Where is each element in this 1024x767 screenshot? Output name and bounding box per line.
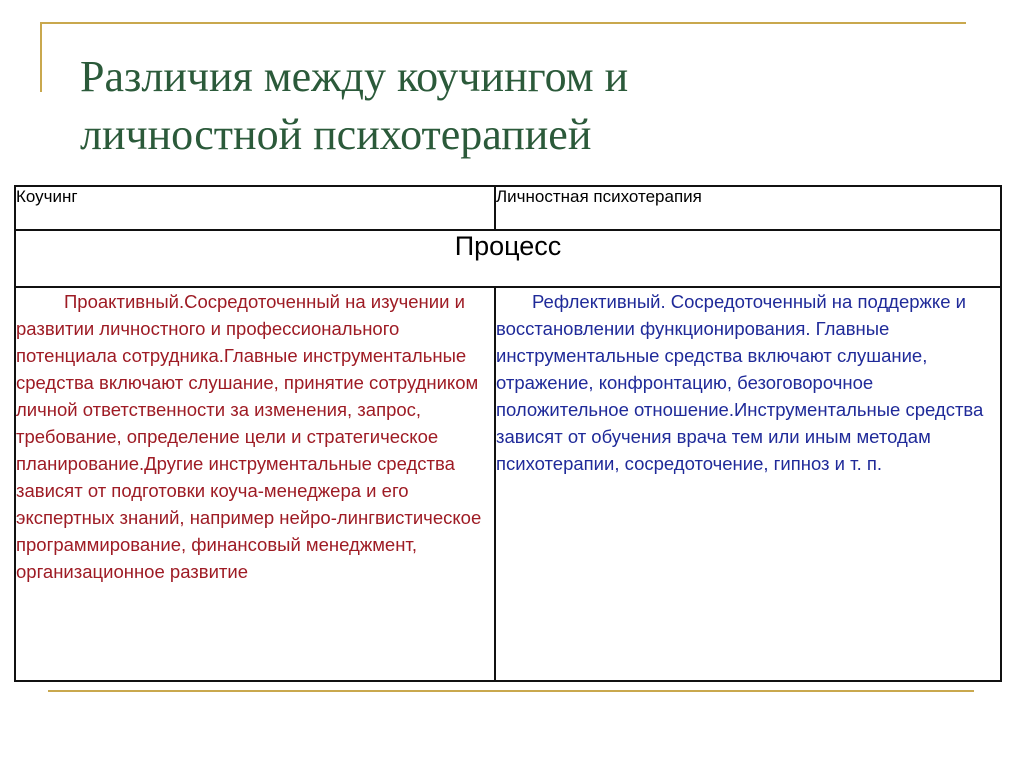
decorative-left-line — [40, 22, 42, 92]
title-line-2: личностной психотерапией — [80, 110, 592, 159]
coaching-description: Проактивный.Сосредоточенный на изучении и развитии личностного и профессионального потенциала сотрудника.Главные инструментальные средства включают слушание, принятие сотрудником личной ответственности за изменения, запрос, требование, определение цели и стратегическое планирование.Другие инструментальные средства зависят от подготовки коуча-менеджера и его экспертных знаний, например нейро-лингвистическое программирование, финансовый менеджмент, организационное развитие — [16, 291, 482, 582]
psychotherapy-cell — [495, 287, 1001, 681]
slide-title — [80, 48, 980, 164]
decorative-bottom-line — [48, 690, 974, 692]
section-title-process: Процесс — [15, 230, 1001, 287]
decorative-top-line — [40, 22, 966, 24]
section-row — [15, 230, 1001, 287]
title-line-1: Различия между коучингом и — [80, 52, 629, 101]
content-row — [15, 287, 1001, 681]
table-header-row — [15, 186, 1001, 230]
header-coaching: Коучинг — [15, 186, 495, 230]
psychotherapy-description: Рефлективный. Сосредоточенный на поддержке и восстановлении функционирования. Главные инструментальные средства включают слушание, отражение, конфронтацию, безоговорочное положительное отношение.Инструментальные средства зависят от обучения врача тем или иным методам психотерапии, сосредоточение, гипноз и т. п. — [496, 291, 984, 474]
coaching-cell — [15, 287, 495, 681]
comparison-table — [14, 185, 1002, 682]
header-psychotherapy: Личностная психотерапия — [495, 186, 1001, 230]
